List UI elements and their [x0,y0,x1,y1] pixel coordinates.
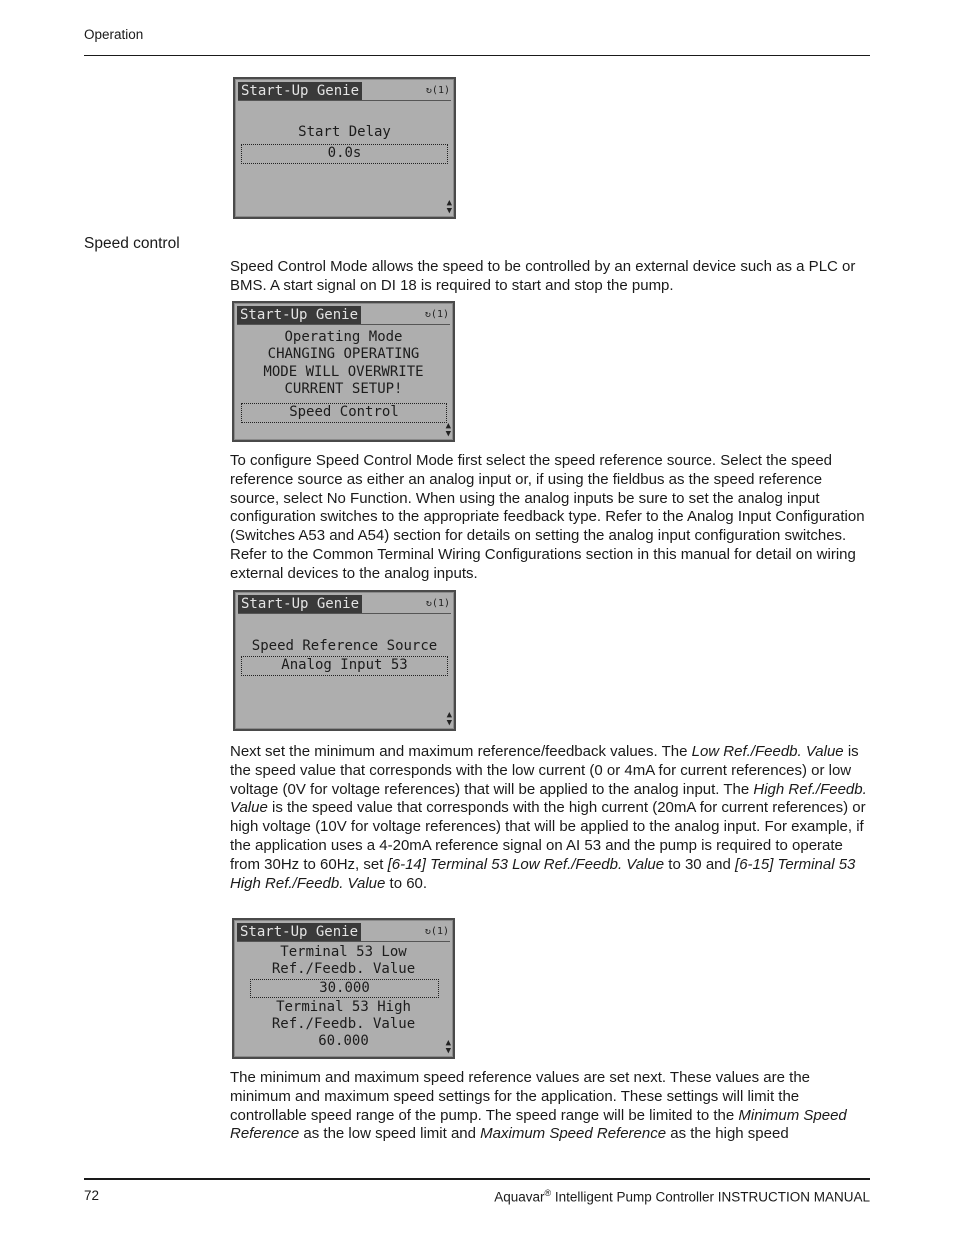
text-run: to 30 and [664,855,736,873]
setup-indicator-icon: ↻(1) [425,85,450,96]
lcd-value-field: Speed Control [241,403,447,423]
page-header-label: Operation [84,27,144,42]
text-run: as the low speed limit and [299,1125,481,1143]
section-heading: Speed control [84,235,180,252]
lcd-parameter-label: Ref./Feedb. Value [271,961,416,977]
paragraph-speed-reference-limits [230,1069,872,1144]
up-down-arrows-icon: ▲ ▼ [446,198,452,216]
brand-name: Aquavar [494,1189,545,1205]
setup-indicator-icon: ↻(1) [424,309,449,320]
lcd-parameter-label: Terminal 53 High [276,999,411,1015]
lcd-title: Start-Up Genie [238,82,362,100]
lcd-titlebar [237,306,450,325]
text-run: is the speed value that corresponds with the high current (20mA for current references) or high voltage (10V for voltage references) that will be applied to the analog input. For example, if the application uses a 4-20mA reference signal on AI 53 and the pump is required to operate from 30Hz to 60Hz, set [230,799,866,873]
up-down-arrows-icon: ▲ ▼ [446,710,452,728]
lcd-screen-operating-mode [232,301,455,442]
paragraph-reference-feedback-values [230,743,872,893]
italic-term: Maximum Speed Reference [480,1125,667,1143]
text-run: Next set the minimum and maximum reference/feedback values. The [230,743,692,760]
setup-indicator-icon: ↻(1) [424,926,449,937]
lcd-title: Start-Up Genie [237,923,361,941]
lcd-value-field: Analog Input 53 [241,656,448,676]
setup-indicator-icon: ↻(1) [425,598,450,609]
lcd-parameter-label: Ref./Feedb. Value [271,1016,416,1032]
lcd-parameter-label: Start Delay [298,124,391,140]
lcd-parameter-label: Terminal 53 Low [280,944,407,960]
up-down-arrows-icon: ▲ ▼ [445,421,451,439]
paragraph-speed-control-intro: Speed Control Mode allows the speed to be controlled by an external device such as a PLC or BMS. A start signal on DI 18 is required to start and stop the pump. [230,258,856,294]
italic-term: Minimum Speed Reference [230,1106,847,1143]
lcd-screen-start-delay [233,77,456,219]
lcd-title: Start-Up Genie [237,306,361,324]
italic-term: [6-14] Terminal 53 Low Ref./Feedb. Value [387,855,665,873]
registered-mark: ® [544,1188,552,1198]
lcd-value-field: 30.000 [250,979,439,998]
italic-term: [6-15] Terminal 53 High Ref./Feedb. Value [230,855,856,892]
lcd-titlebar [238,595,451,614]
lcd-title: Start-Up Genie [238,595,362,613]
text-run: to 60. [385,874,428,892]
manual-title-text: Intelligent Pump Controller INSTRUCTION MANUAL [551,1189,870,1205]
lcd-parameter-label: Speed Reference Source [251,638,438,654]
footer-page-number: 72 [84,1188,100,1203]
lcd-value-text: 60.000 [318,1033,369,1049]
italic-term: High Ref./Feedb. Value [230,780,867,817]
lcd-value-field: 0.0s [241,144,448,164]
text-run: is the speed value that corresponds with the low current (0 or 4mA for current references) or low voltage (0V for voltage references) that will be applied to the analog input. The [230,743,859,798]
lcd-screen-terminal-53-ref-values [232,918,455,1059]
text-run: The minimum and maximum speed reference values are set next. These values are the minimum and maximum speed settings for the application. These settings will limit the controllable speed range of the pump. The speed range will be limited to the [230,1069,811,1124]
text-run: as the high speed [666,1125,789,1143]
paragraph-speed-reference-source: To configure Speed Control Mode first select the speed reference source. Select the speed reference source as either an analog input or, if using the fieldbus as the speed reference source, select No Function. When using the analog inputs be sure to set the analog input configuration switches to the appropriate feedback type. Refer to the Analog Input Configuration (Switches A53 and A54) section for details on setting the analog input configuration switches. Refer to the Common Terminal Wiring Configurations section in this manual for detail on wiring external devices to the analog inputs. [230,452,865,582]
footer-manual-title [494,1188,870,1205]
lcd-warning-line: CHANGING OPERATING [267,346,420,362]
header-rule [84,55,870,56]
lcd-titlebar [238,82,451,101]
italic-term: Low Ref./Feedb. Value [691,743,844,760]
lcd-parameter-label: Operating Mode [284,329,403,345]
lcd-warning-line: CURRENT SETUP! [284,381,403,397]
up-down-arrows-icon: ▲ ▼ [445,1038,451,1056]
lcd-titlebar [237,923,450,942]
footer-rule [84,1178,870,1180]
lcd-screen-speed-reference-source [233,590,456,731]
lcd-warning-line: MODE WILL OVERWRITE [263,364,424,380]
